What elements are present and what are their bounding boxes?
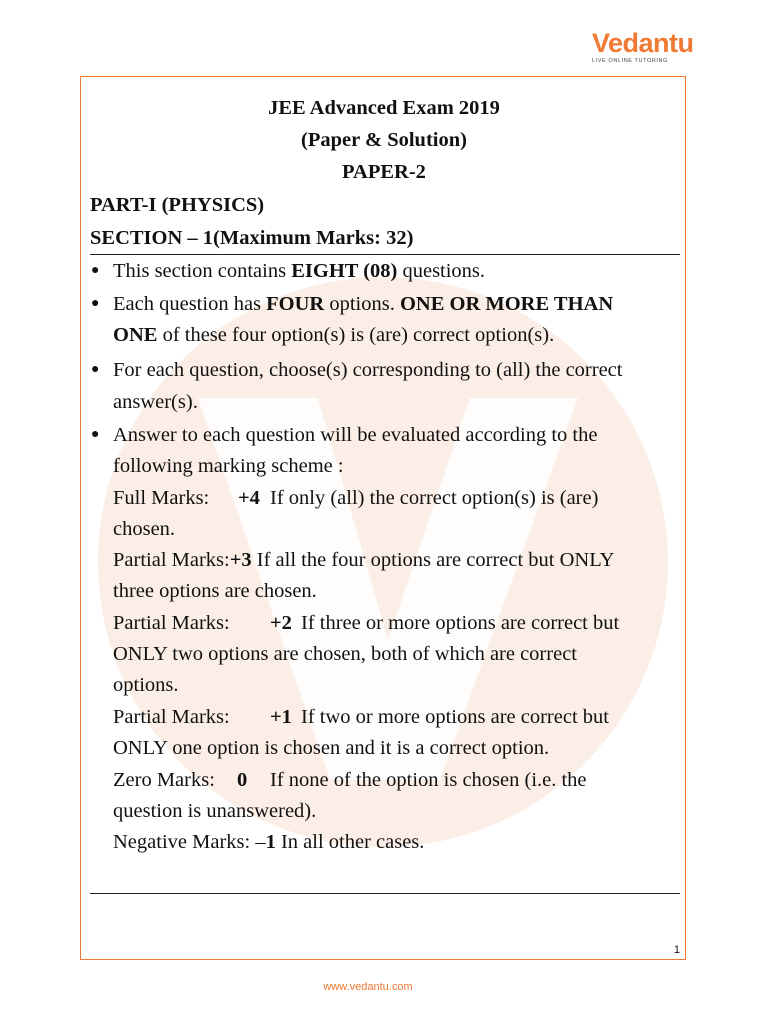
bullet-4-line-1: Answer to each question will be evaluated according to the (113, 424, 598, 446)
partial-2-line-2: ONLY two options are chosen, both of which are correct (113, 643, 577, 665)
exam-subtitle: (Paper & Solution) (301, 129, 467, 151)
bullet-marker: ● (91, 263, 100, 278)
partial-3-row (113, 548, 615, 572)
bullet-2-bold-four: FOUR (266, 293, 325, 315)
partial-3-value: +3 (229, 549, 252, 571)
full-marks-line-1: If only (all) the correct option(s) is (are) (270, 487, 599, 509)
partial-1-value: +1 (270, 706, 292, 728)
negative-marks-value: 1 (265, 831, 276, 853)
bullet-2-bold-one-or-more: ONE OR MORE THAN (399, 293, 614, 315)
exam-title: JEE Advanced Exam 2019 (268, 97, 500, 119)
bullet-marker: ● (91, 427, 100, 442)
bottom-divider (90, 893, 680, 894)
full-marks-label: Full Marks: (113, 487, 210, 509)
zero-marks-value: 0 (237, 769, 248, 791)
page-number: 1 (673, 944, 680, 956)
zero-marks-label: Zero Marks: (113, 769, 215, 791)
bullet-1-text (113, 259, 485, 283)
paper-label: PAPER-2 (342, 161, 426, 183)
partial-2-label: Partial Marks: (113, 612, 230, 634)
partial-2-line-3: options. (113, 674, 179, 696)
zero-marks-line-1: If none of the option is chosen (i.e. the (270, 769, 587, 791)
bullet-3-line-2: answer(s). (113, 391, 198, 413)
partial-2-value: +2 (270, 612, 292, 634)
full-marks-value: +4 (238, 487, 260, 509)
bullet-1-pre: This section contains (113, 260, 292, 282)
bullet-2-post: of these four option(s) is (are) correct option(s). (157, 324, 555, 346)
section-title: SECTION – 1(Maximum Marks: 32) (90, 227, 414, 249)
bullet-marker: ● (91, 296, 100, 311)
negative-marks-line-1: In all other cases. (280, 831, 425, 853)
partial-3-label: Partial Marks: (113, 549, 230, 571)
bullet-2-line-2 (113, 323, 554, 347)
logo-wordmark: Vedantu (592, 28, 694, 58)
bullet-2-line-1 (113, 292, 613, 316)
partial-3-line-2: three options are chosen. (113, 580, 317, 602)
bullet-2-mid: options. (324, 293, 400, 315)
zero-marks-line-2: question is unanswered). (113, 800, 317, 822)
partial-1-line-2: ONLY one option is chosen and it is a correct option. (113, 737, 550, 759)
part-title: PART-I (PHYSICS) (90, 194, 265, 216)
negative-marks-row (113, 830, 424, 854)
bullet-1-bold: EIGHT (08) (291, 260, 398, 282)
partial-1-label: Partial Marks: (113, 706, 230, 728)
negative-marks-label: Negative Marks: – (113, 831, 266, 853)
partial-1-line-1: If two or more options are correct but (301, 706, 609, 728)
bullet-1-post: questions. (397, 260, 486, 282)
bullet-3-line-1: For each question, choose(s) corresponding to (all) the correct (113, 359, 623, 381)
section-divider (90, 254, 680, 255)
full-marks-line-2: chosen. (113, 518, 176, 540)
logo-tagline: LIVE ONLINE TUTORING (592, 58, 668, 64)
bullet-2-bold-one: ONE (113, 324, 158, 346)
bullet-2-pre: Each question has (113, 293, 267, 315)
footer-link[interactable]: www.vedantu.com (323, 981, 413, 993)
bullet-marker: ● (91, 362, 100, 377)
partial-3-line-1: If all the four options are correct but ONLY (256, 549, 615, 571)
bullet-4-line-2: following marking scheme : (113, 455, 344, 477)
partial-2-line-1: If three or more options are correct but (301, 612, 620, 634)
